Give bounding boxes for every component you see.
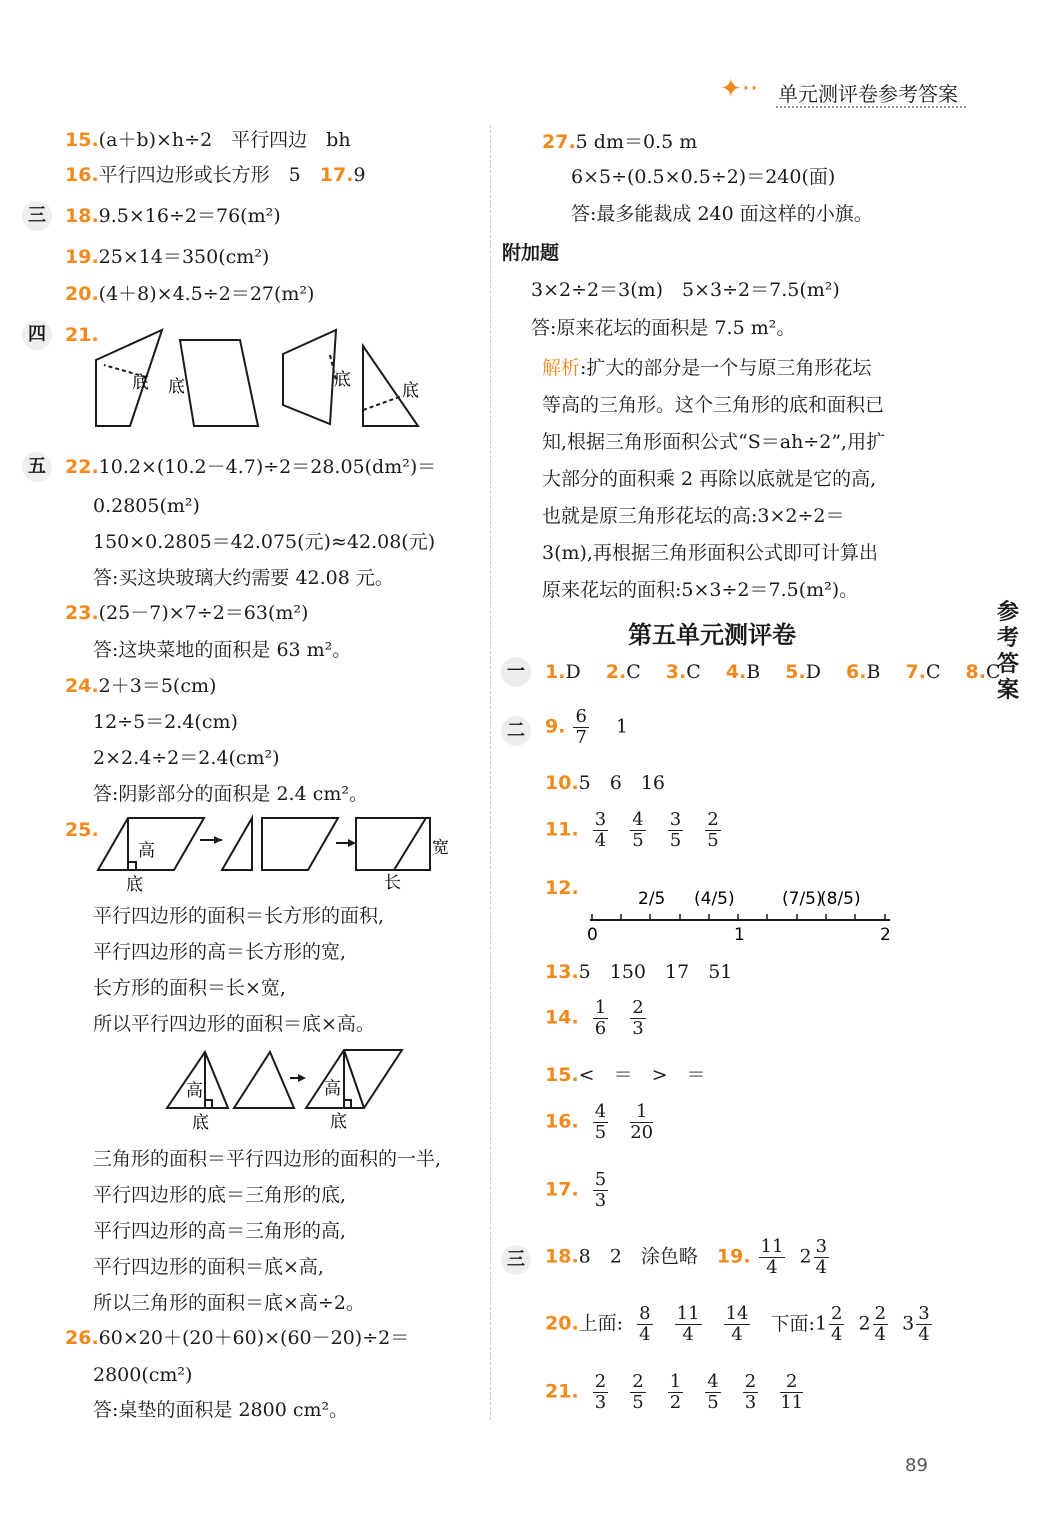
- extra-title: 附加题: [502, 242, 560, 264]
- q26-line-3: 答:桌垫的面积是 2800 cm²。: [93, 1399, 349, 1421]
- q21-label-2: 底: [168, 377, 185, 397]
- analysis-line-6: 3(m),再根据三角形面积公式即可计算出: [542, 542, 878, 564]
- q24-line-1: 24.2＋3＝5(cm): [65, 675, 217, 697]
- q20: 20.上面: $\frac{8}{4}$ $\frac{11}{4}$ $\frac{14}{4}$ 下面:1 $\frac{2}{4}$ 2 $\frac{2}{4}$ 3 $\frac{3}{4}$: [545, 1303, 930, 1345]
- analysis-line-3: 知,根据三角形面积公式“S＝ah÷2”,用扩: [542, 431, 886, 453]
- q20: 20.(4＋8)×4.5÷2＝27(m²): [65, 283, 315, 305]
- section-4-badge: 四: [22, 320, 52, 350]
- q1-8: 1.D 2.C 3.C 4.B 5.D 6.B 7.C 8.C: [545, 661, 1001, 683]
- q21-label-1: 底: [132, 373, 149, 393]
- q25-fig2-label-1: 高: [186, 1081, 203, 1101]
- analysis-line-4: 大部分的面积乘 2 再除以底就是它的高,: [542, 468, 877, 490]
- q16: 16.平行四边形或长方形 5 17.9: [65, 164, 366, 186]
- sidebar-label: 参考答案: [996, 600, 1019, 703]
- q27-line-2: 6×5÷(0.5×0.5÷2)＝240(面): [571, 166, 836, 188]
- section-3-badge-right: 三: [501, 1245, 531, 1275]
- q12-number: 12.: [545, 877, 579, 899]
- analysis-line-1: 解析:扩大的部分是一个与原三角形花坛: [542, 357, 872, 379]
- q18-19: 18.8 2 涂色略 19. $\frac{11}{4}$ 2 $\frac{3}{4}$: [545, 1236, 828, 1278]
- q19: 19.25×14＝350(cm²): [65, 246, 270, 268]
- section-2-badge: 二: [501, 716, 531, 746]
- q25-line-9: 所以三角形的面积＝底×高÷2。: [93, 1292, 365, 1314]
- q12-mark-2: (4/5): [694, 889, 735, 909]
- header-title: 单元测评卷参考答案: [778, 82, 958, 106]
- q23-line-1: 23.(25－7)×7÷2＝63(m²): [65, 602, 309, 624]
- analysis-line-5: 也就是原三角形花坛的高:3×2÷2＝: [542, 505, 845, 527]
- q25-line-6: 平行四边形的底＝三角形的底,: [93, 1184, 347, 1206]
- section-1-badge: 一: [501, 657, 531, 687]
- q27-line-3: 答:最多能裁成 240 面这样的小旗。: [571, 203, 873, 225]
- q12-mark-4: (8/5): [820, 889, 861, 909]
- q25-fig1-label-4: 长: [384, 873, 401, 893]
- q25-fig1-label-2: 底: [126, 875, 143, 895]
- q25-fig2-label-2: 底: [192, 1113, 209, 1133]
- q26-line-1: 26.60×20＋(20＋60)×(60－20)÷2＝: [65, 1327, 410, 1349]
- q25-line-5: 三角形的面积＝平行四边形的面积的一半,: [93, 1148, 442, 1170]
- q25-fig1-label-3: 宽: [432, 838, 449, 858]
- q25-line-8: 平行四边形的面积＝底×高,: [93, 1256, 324, 1278]
- page-number: 89: [905, 1455, 928, 1476]
- q25-fig2-label-3: 高: [324, 1079, 341, 1099]
- q14: 14. $\frac{1}{6}$ $\frac{2}{3}$: [545, 997, 644, 1039]
- unit-5-title: 第五单元测评卷: [628, 621, 796, 649]
- q12-tick-0: 0: [587, 925, 598, 945]
- q21-number: 21.: [65, 324, 99, 346]
- q22-line-2: 0.2805(m²): [93, 495, 200, 517]
- q16: 16. $\frac{4}{5}$ $\frac{1}{20}$: [545, 1101, 654, 1143]
- q22-line-4: 答:买这块玻璃大约需要 42.08 元。: [93, 567, 394, 589]
- q10: 10.5 6 16: [545, 772, 666, 794]
- q25-line-7: 平行四边形的高＝三角形的高,: [93, 1220, 347, 1242]
- section-5-badge: 五: [22, 452, 52, 482]
- q18: 18.9.5×16÷2＝76(m²): [65, 205, 281, 227]
- section-3-badge: 三: [22, 201, 52, 231]
- q23-line-2: 答:这块菜地的面积是 63 m²。: [93, 639, 352, 661]
- q25-number: 25.: [65, 819, 99, 841]
- q15: 15.< ＝ > ＝: [545, 1064, 706, 1086]
- q21: 21. $\frac{2}{3}$ $\frac{2}{5}$ $\frac{1}{2}$ $\frac{4}{5}$ $\frac{2}{3}$ $\frac{2}{11}$: [545, 1371, 804, 1413]
- q15: 15.(a＋b)×h÷2 平行四边 bh: [65, 129, 351, 151]
- q12-tick-1: 1: [734, 925, 745, 945]
- sparkle-icon: ✦··: [720, 74, 759, 104]
- extra-line-2: 答:原来花坛的面积是 7.5 m²。: [531, 317, 796, 339]
- q12-tick-2: 2: [880, 925, 891, 945]
- q24-line-3: 2×2.4÷2＝2.4(cm²): [93, 747, 280, 769]
- q25-line-1: 平行四边形的面积＝长方形的面积,: [93, 905, 385, 927]
- q21-label-3: 底: [334, 370, 351, 390]
- q22-line-1: 22.10.2×(10.2－4.7)÷2＝28.05(dm²)＝: [65, 456, 437, 478]
- q25-fig2-label-4: 底: [330, 1112, 347, 1132]
- q27-line-1: 27.5 dm＝0.5 m: [542, 131, 698, 153]
- q25-fig1-label-1: 高: [138, 841, 155, 861]
- q24-line-2: 12÷5＝2.4(cm): [93, 711, 238, 733]
- q22-line-3: 150×0.2805＝42.075(元)≈42.08(元): [93, 531, 436, 553]
- q24-line-4: 答:阴影部分的面积是 2.4 cm²。: [93, 783, 368, 805]
- q17: 17. $\frac{5}{3}$: [545, 1169, 607, 1211]
- analysis-line-7: 原来花坛的面积:5×3÷2＝7.5(m²)。: [542, 579, 859, 601]
- q26-line-2: 2800(cm²): [93, 1364, 193, 1386]
- q25-line-3: 长方形的面积＝长×宽,: [93, 977, 286, 999]
- extra-line-1: 3×2÷2＝3(m) 5×3÷2＝7.5(m²): [531, 279, 840, 301]
- q13: 13.5 150 17 51: [545, 961, 733, 983]
- q11: 11. $\frac{3}{4}$ $\frac{4}{5}$ $\frac{3}{5}$ $\frac{2}{5}$: [545, 809, 719, 851]
- q12-mark-1: 2/5: [638, 889, 666, 909]
- q25-line-2: 平行四边形的高＝长方形的宽,: [93, 941, 347, 963]
- analysis-line-2: 等高的三角形。这个三角形的底和面积已: [542, 394, 885, 416]
- q25-line-4: 所以平行四边形的面积＝底×高。: [93, 1013, 375, 1035]
- q21-label-4: 底: [402, 381, 419, 401]
- q12-mark-3: (7/5): [782, 889, 823, 909]
- q9: 9. $\frac{6}{7}$ 1: [545, 706, 629, 748]
